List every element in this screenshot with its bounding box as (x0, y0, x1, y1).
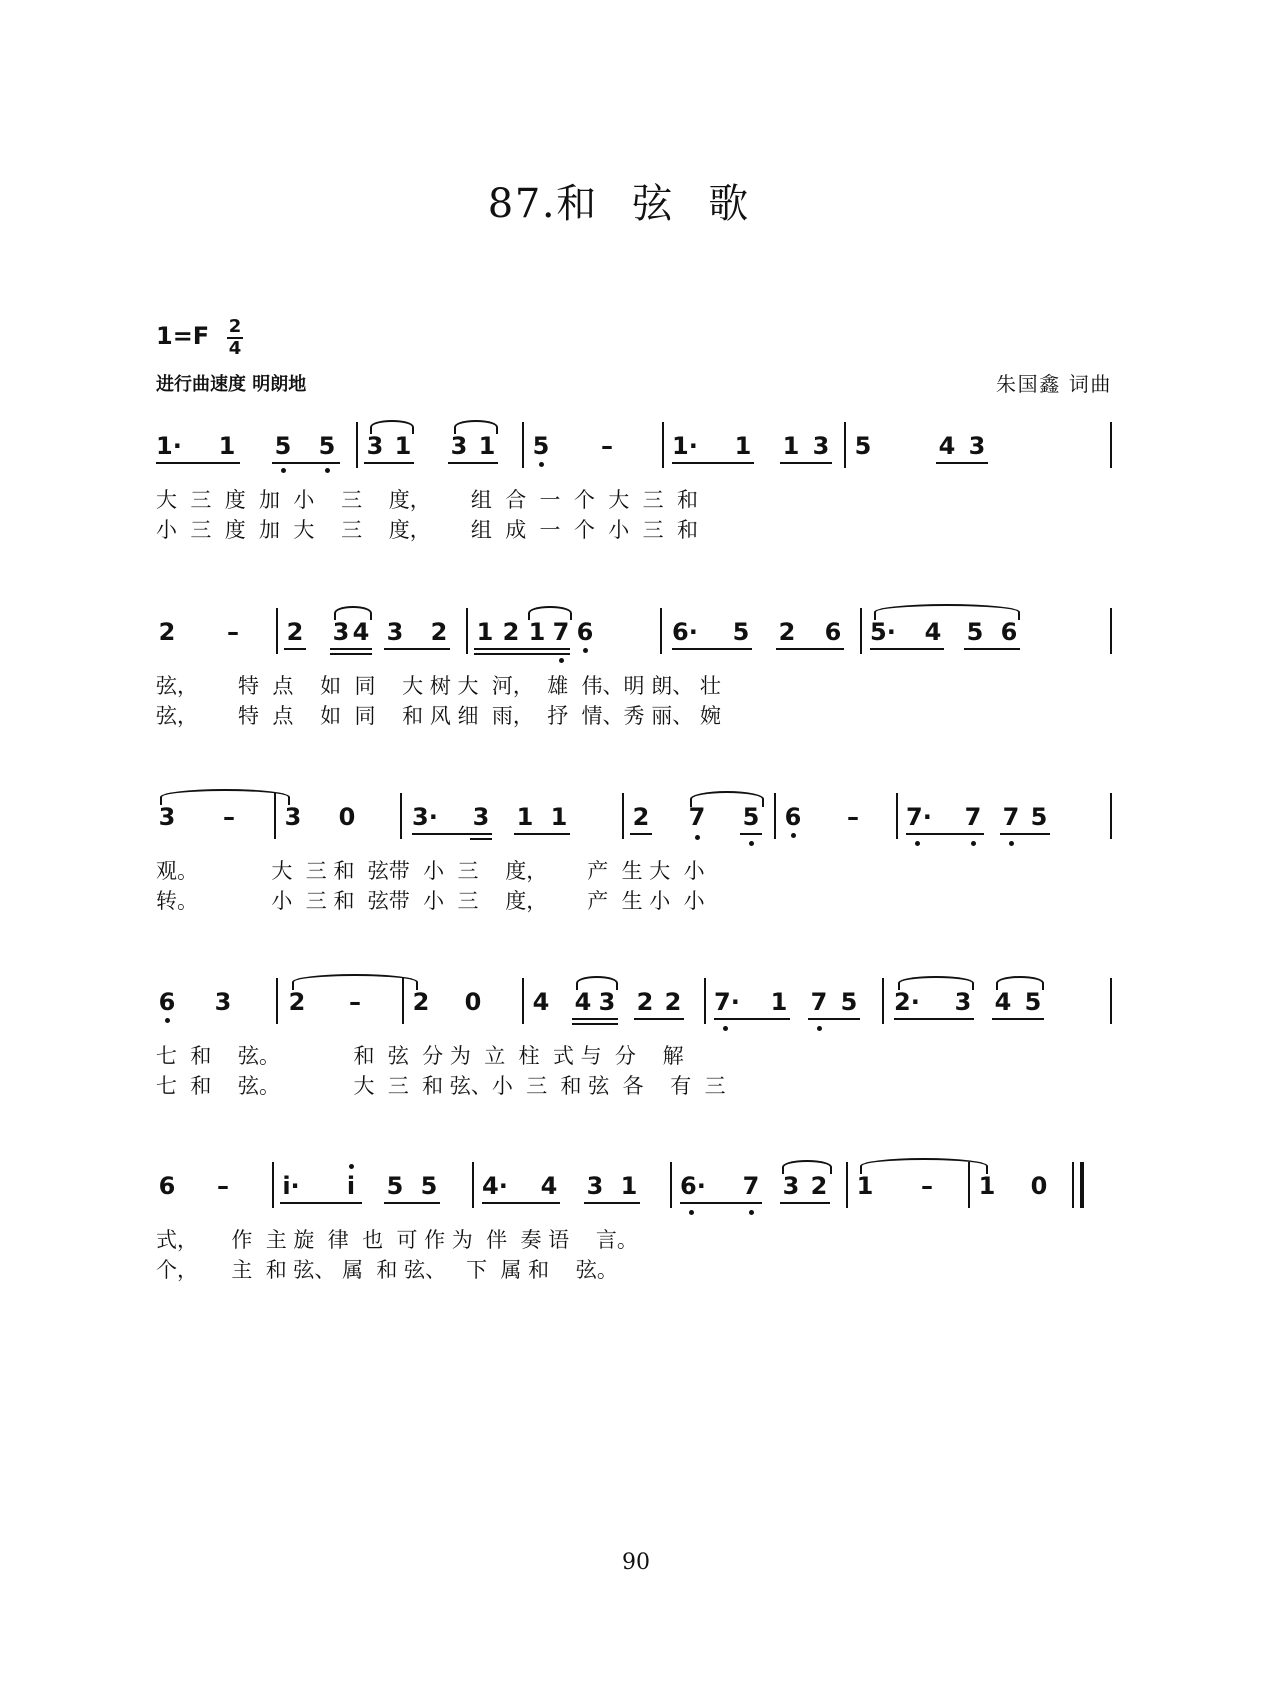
note: 4 (540, 1172, 558, 1200)
key-signature: 1=F (156, 322, 210, 350)
meter-bottom: 4 (228, 338, 242, 359)
note: 3 (812, 432, 830, 460)
notation-row (156, 1172, 1116, 1222)
barline (662, 422, 664, 468)
underline (870, 648, 944, 650)
barline (670, 1162, 672, 1208)
note: 2 (430, 618, 448, 646)
song-name: 和弦歌 (556, 181, 785, 227)
underline (330, 648, 372, 650)
slur (782, 1160, 832, 1174)
slur (874, 604, 1020, 620)
slur (334, 606, 372, 620)
lyric-verse-1: 式， 作 主 旋 律 也 可 作 为 伴 奏 语 言。 (156, 1228, 638, 1252)
barline (1110, 608, 1112, 654)
slur (690, 791, 764, 807)
note: 3 (386, 618, 404, 646)
note: 1 (734, 432, 752, 460)
note: 6· (672, 618, 698, 646)
slur (454, 420, 498, 434)
note: 1· (672, 432, 698, 460)
underline-double (470, 838, 492, 840)
barline (622, 793, 624, 839)
barline (400, 793, 402, 839)
note: 2· (894, 988, 920, 1016)
note: 2 (502, 618, 520, 646)
lyric-verse-2: 弦， 特 点 如 同 和 风 细 雨， 抒 情、秀 丽、 婉 (156, 704, 721, 728)
note: 2 (286, 618, 304, 646)
note: 4 (352, 618, 370, 646)
note: 1 (978, 1172, 996, 1200)
notation-row (156, 803, 1116, 853)
note: 3 (586, 1172, 604, 1200)
note: 3 (954, 988, 972, 1016)
note: 0 (1030, 1172, 1048, 1200)
note: 7· (906, 803, 932, 831)
note: i· (282, 1172, 300, 1200)
note: 7 (1002, 803, 1020, 831)
underline (630, 833, 652, 835)
lyric-verse-1: 七 和 弦。 和 弦 分 为 立 柱 式 与 分 解 (156, 1044, 684, 1068)
slur (528, 606, 572, 620)
note: 3 (450, 432, 468, 460)
octave-dot (583, 648, 588, 653)
note: 2 (158, 618, 176, 646)
note: 5 (420, 1172, 438, 1200)
barline (968, 1162, 970, 1208)
barline-final-thick (1080, 1162, 1084, 1208)
note: 1· (156, 432, 182, 460)
lyric-verse-1: 弦， 特 点 如 同 大 树 大 河， 雄 伟、明 朗、 壮 (156, 674, 721, 698)
note: – (227, 618, 239, 646)
octave-dot (749, 841, 754, 846)
composer-credit: 朱国鑫 词曲 (996, 372, 1112, 396)
note: 2 (778, 618, 796, 646)
note: 6 (1000, 618, 1018, 646)
barline (472, 1162, 474, 1208)
underline (672, 648, 752, 650)
note: 1 (770, 988, 788, 1016)
note: – (217, 1172, 229, 1200)
note: 1 (620, 1172, 638, 1200)
note: 6 (576, 618, 594, 646)
song-number: 87. (487, 181, 557, 227)
lyric-verse-2: 个， 主 和 弦、 属 和 弦、 下 属 和 弦。 (156, 1258, 618, 1282)
note: 5 (532, 432, 550, 460)
note: 6· (680, 1172, 706, 1200)
barline (466, 608, 468, 654)
note: 7 (552, 618, 570, 646)
note: 3 (366, 432, 384, 460)
barline (844, 422, 846, 468)
octave-dot (689, 1210, 694, 1215)
note: i (346, 1172, 356, 1200)
page-number: 90 (622, 1550, 650, 1575)
octave-dot (281, 468, 286, 473)
lyric-verse-2: 小 三 度 加 大 三 度， 组 成 一 个 小 三 和 (156, 518, 698, 542)
octave-dot (817, 1026, 822, 1031)
barline (276, 978, 278, 1024)
barline (846, 1162, 848, 1208)
note: – (847, 803, 859, 831)
barline (704, 978, 706, 1024)
underline (384, 648, 450, 650)
note: – (349, 988, 361, 1016)
note: 1 (528, 618, 546, 646)
note: 7 (742, 1172, 760, 1200)
barline (1110, 978, 1112, 1024)
note: 3 (472, 803, 490, 831)
underline (482, 1202, 560, 1204)
underline (1000, 833, 1050, 835)
octave-dot (749, 1210, 754, 1215)
note: 2 (664, 988, 682, 1016)
note: 2 (810, 1172, 828, 1200)
note: 5 (318, 432, 336, 460)
time-signature (227, 318, 243, 358)
note: 1 (476, 618, 494, 646)
underline-double (572, 1023, 618, 1025)
underline (714, 1018, 790, 1020)
lyric-verse-2: 七 和 弦。 大 三 和 弦、小 三 和 弦 各 有 三 (156, 1074, 726, 1098)
note: 2 (632, 803, 650, 831)
underline (584, 1202, 640, 1204)
octave-dot (1009, 841, 1014, 846)
underline-double (330, 653, 372, 655)
tie (292, 974, 418, 990)
octave-dot (165, 1018, 170, 1023)
underline (156, 462, 240, 464)
underline (780, 1202, 830, 1204)
underline (906, 833, 984, 835)
underline (780, 462, 832, 464)
score-system-1 (156, 432, 1116, 582)
note: 5 (1030, 803, 1048, 831)
octave-dot (791, 833, 796, 838)
note: 0 (338, 803, 356, 831)
barline (276, 608, 278, 654)
barline-final-thin (1072, 1162, 1074, 1208)
underline (280, 1202, 362, 1204)
note: 4 (994, 988, 1012, 1016)
barline (522, 422, 524, 468)
note: 7· (714, 988, 740, 1016)
note: 4 (938, 432, 956, 460)
octave-dot (915, 841, 920, 846)
underline (284, 648, 306, 650)
underline (272, 462, 340, 464)
underline-double (474, 653, 570, 655)
note: 7 (964, 803, 982, 831)
note: 4 (574, 988, 592, 1016)
note: 1 (856, 1172, 874, 1200)
note: 1 (478, 432, 496, 460)
barline (774, 793, 776, 839)
meter-top: 2 (228, 316, 242, 337)
octave-dot (539, 462, 544, 467)
octave-dot (723, 1026, 728, 1031)
barline (272, 1162, 274, 1208)
notation-row (156, 618, 1116, 668)
note: 1 (516, 803, 534, 831)
notation-row (156, 432, 1116, 482)
slur (370, 420, 414, 434)
octave-dot (325, 468, 330, 473)
underline (384, 1202, 440, 1204)
note: 5 (966, 618, 984, 646)
note: 3 (214, 988, 232, 1016)
tempo-marking: 进行曲速度 明朗地 (156, 374, 307, 395)
note: 1 (782, 432, 800, 460)
underline (634, 1018, 684, 1020)
underline (572, 1018, 618, 1020)
underline (412, 833, 492, 835)
note: 2 (636, 988, 654, 1016)
note: 5· (870, 618, 896, 646)
underline (992, 1018, 1044, 1020)
underline (672, 462, 754, 464)
barline (274, 793, 276, 839)
octave-dot (349, 1164, 354, 1169)
note: 3 (158, 803, 176, 831)
note: 3 (598, 988, 616, 1016)
note: – (601, 432, 613, 460)
note: 4· (482, 1172, 508, 1200)
score-system-2 (156, 618, 1116, 768)
note: 6 (158, 988, 176, 1016)
barline (1110, 793, 1112, 839)
note: 7 (810, 988, 828, 1016)
note: 7 (688, 803, 706, 831)
underline (514, 833, 570, 835)
note: 5 (840, 988, 858, 1016)
note: 0 (464, 988, 482, 1016)
underline (364, 462, 414, 464)
underline (680, 1202, 762, 1204)
note: 5 (854, 432, 872, 460)
barline (356, 422, 358, 468)
note: 3 (284, 803, 302, 831)
note: 3· (412, 803, 438, 831)
note: 5 (386, 1172, 404, 1200)
barline (660, 608, 662, 654)
note: – (921, 1172, 933, 1200)
note: 5 (742, 803, 760, 831)
note: 4 (532, 988, 550, 1016)
note: 2 (288, 988, 306, 1016)
note: 6 (784, 803, 802, 831)
score-system-5 (156, 1172, 1116, 1322)
barline (860, 608, 862, 654)
note: 1 (218, 432, 236, 460)
octave-dot (695, 835, 700, 840)
underline (808, 1018, 860, 1020)
slur (996, 976, 1044, 990)
underline (894, 1018, 974, 1020)
barline (522, 978, 524, 1024)
note: – (223, 803, 235, 831)
lyric-verse-2: 转。 小 三 和 弦带 小 三 度， 产 生 小 小 (156, 889, 705, 913)
octave-dot (559, 658, 564, 663)
tie (160, 789, 290, 805)
note: 4 (924, 618, 942, 646)
underline (936, 462, 988, 464)
underline (964, 648, 1020, 650)
song-title (0, 172, 1272, 229)
note: 1 (394, 432, 412, 460)
note: 5 (274, 432, 292, 460)
octave-dot (971, 841, 976, 846)
underline (448, 462, 498, 464)
score-system-3 (156, 803, 1116, 953)
note: 3 (968, 432, 986, 460)
lyric-verse-1: 观。 大 三 和 弦带 小 三 度， 产 生 大 小 (156, 859, 705, 883)
note: 3 (782, 1172, 800, 1200)
barline (1110, 422, 1112, 468)
score-system-4 (156, 988, 1116, 1138)
note: 6 (158, 1172, 176, 1200)
notation-row (156, 988, 1116, 1038)
note: 6 (824, 618, 842, 646)
note: 5 (732, 618, 750, 646)
barline (896, 793, 898, 839)
underline (740, 833, 762, 835)
note: 5 (1024, 988, 1042, 1016)
underline (776, 648, 844, 650)
barline (882, 978, 884, 1024)
slur (898, 976, 974, 990)
note: 2 (412, 988, 430, 1016)
note: 3 (332, 618, 350, 646)
slur (576, 976, 618, 990)
barline (402, 978, 404, 1024)
lyric-verse-1: 大 三 度 加 小 三 度， 组 合 一 个 大 三 和 (156, 488, 698, 512)
underline (474, 648, 570, 650)
note: 1 (550, 803, 568, 831)
